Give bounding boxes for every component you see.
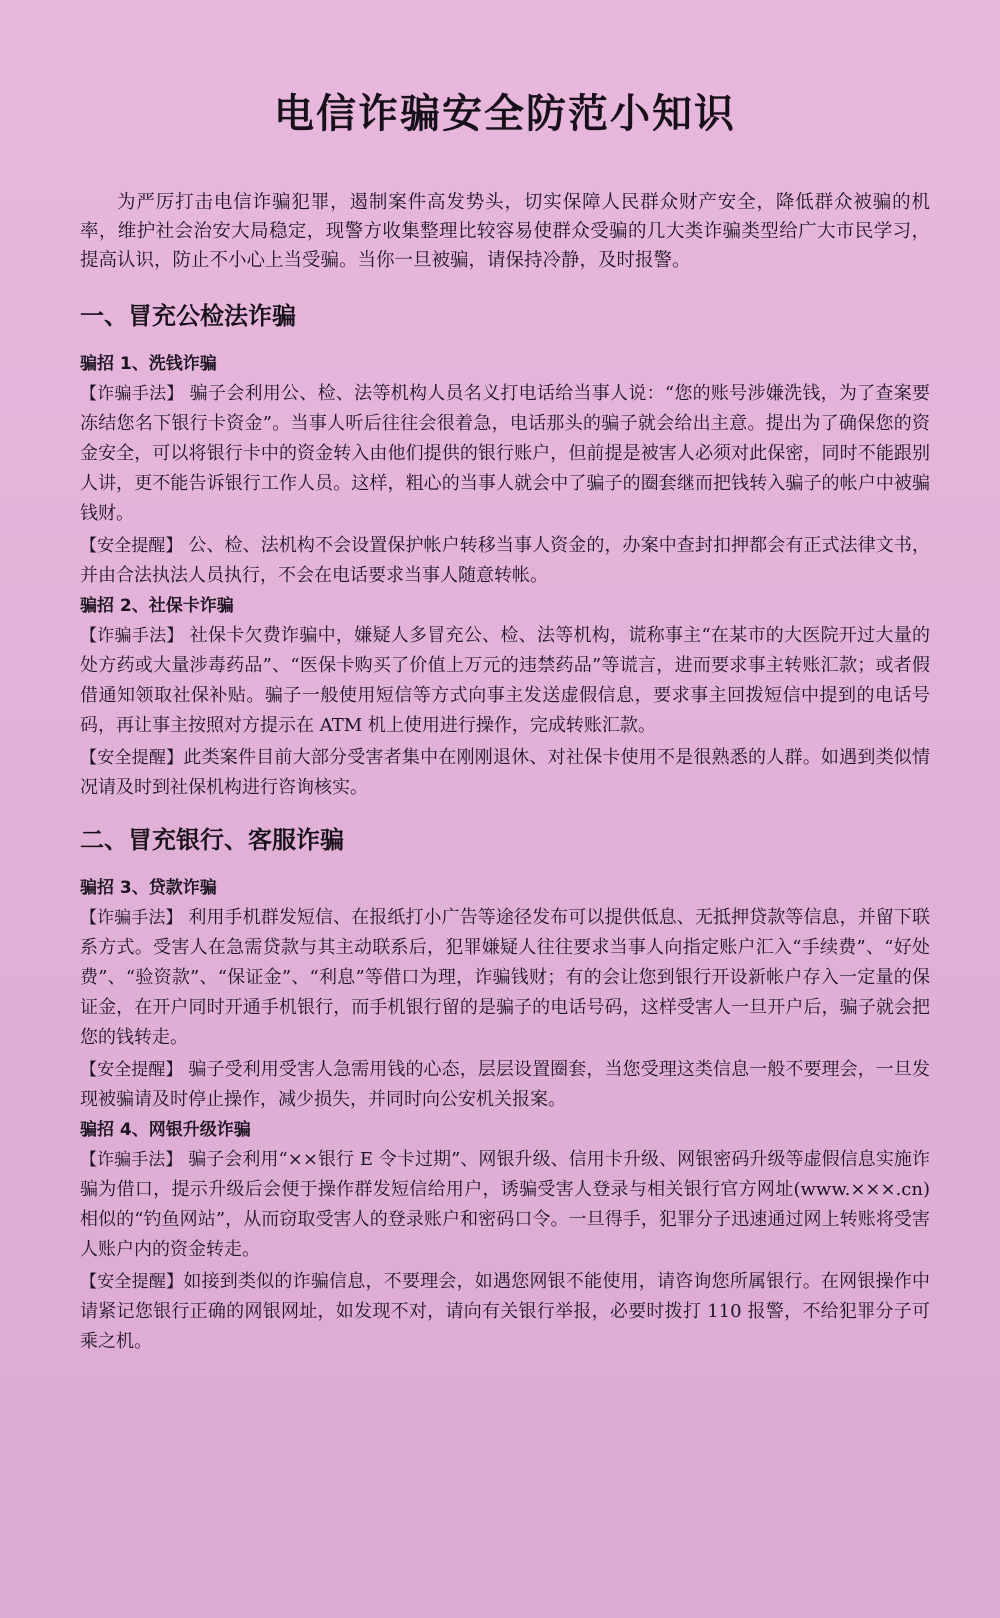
method-tag: 【诈骗手法】 bbox=[80, 384, 184, 404]
reminder-text: 公、检、法机构不会设置保护帐户转移当事人资金的，办案中查封扣押都会有正式法律文书，并由合法执法人员执行，不会在电话要求当事人随意转帐。 bbox=[80, 535, 930, 586]
section-heading-impersonate-police: 一、冒充公检法诈骗 bbox=[80, 302, 296, 330]
trick-title: 骗招 2、社保卡诈骗 bbox=[80, 596, 234, 616]
reminder-text: 骗子受利用受害人急需用钱的心态，层层设置圈套，当您受理这类信息一般不要理会，一旦发现被骗请及时停止操作，减少损失，并同时向公安机关报案。 bbox=[80, 1059, 930, 1110]
reminder-tag: 【安全提醒】 bbox=[80, 748, 184, 768]
trick-method bbox=[80, 379, 930, 529]
trick-reminder bbox=[80, 531, 930, 591]
section-divider bbox=[80, 805, 930, 823]
method-tag: 【诈骗手法】 bbox=[80, 626, 184, 646]
method-text: 利用手机群发短信、在报纸打小广告等途径发布可以提供低息、无抵押贷款等信息，并留下联系方式。受害人在急需贷款与其主动联系后，犯罪嫌疑人往往要求当事人向指定账户汇入“手续费”、“好处费”、“验资款”、“保证金”、“利息”等借口为理，诈骗钱财；有的会让您到银行开设新帐户存入一定量的保证金，在开户同时开通手机银行，而手机银行留的是骗子的电话号码，这样受害人一旦开户后，骗子就会把您的钱转走。 bbox=[80, 907, 930, 1048]
trick-method bbox=[80, 621, 930, 741]
method-text: 骗子会利用公、检、法等机构人员名义打电话给当事人说：“您的账号涉嫌洗钱，为了查案要冻结您名下银行卡资金”。当事人听后往往会很着急，电话那头的骗子就会给出主意。提出为了确保您的资金安全，可以将银行卡中的资金转入由他们提供的银行账户，但前提是被害人必须对此保密，同时不能跟别人讲，更不能告诉银行工作人员。这样，粗心的当事人就会中了骗子的圈套继而把钱转入骗子的帐户中被骗钱财。 bbox=[80, 383, 930, 524]
trick-reminder bbox=[80, 1267, 930, 1357]
page-title: 电信诈骗安全防范小知识 bbox=[274, 91, 736, 137]
trick-reminder bbox=[80, 743, 930, 803]
trick-money-laundering bbox=[80, 351, 930, 591]
reminder-text: 如接到类似的诈骗信息，不要理会，如遇您网银不能使用，请咨询您所属银行。在网银操作中请紧记您银行正确的网银网址，如发现不对，请向有关银行举报，必要时拨打 110 报警，不给犯罪分子可乘之机。 bbox=[80, 1271, 931, 1352]
reminder-tag: 【安全提醒】 bbox=[80, 536, 183, 556]
trick-social-security-card bbox=[80, 593, 930, 803]
trick-reminder bbox=[80, 1055, 930, 1115]
reminder-text: 此类案件目前大部分受害者集中在刚刚退休、对社保卡使用不是很熟悉的人群。如遇到类似情况请及时到社保机构进行咨询核实。 bbox=[80, 747, 931, 798]
section-heading-impersonate-bank: 二、冒充银行、客服诈骗 bbox=[80, 826, 344, 854]
method-tag: 【诈骗手法】 bbox=[80, 908, 183, 928]
trick-online-banking-upgrade bbox=[80, 1117, 930, 1357]
trick-title: 骗招 1、洗钱诈骗 bbox=[80, 354, 217, 374]
trick-title: 骗招 4、网银升级诈骗 bbox=[80, 1120, 251, 1140]
trick-method bbox=[80, 903, 930, 1053]
method-tag: 【诈骗手法】 bbox=[80, 1150, 183, 1170]
reminder-tag: 【安全提醒】 bbox=[80, 1272, 184, 1292]
intro-paragraph: 为严厉打击电信诈骗犯罪，遏制案件高发势头，切实保障人民群众财产安全，降低群众被骗的机率，维护社会治安大局稳定，现警方收集整理比较容易使群众受骗的几大类诈骗类型给广大市民学习，提高认识，防止不小心上当受骗。当你一旦被骗，请保持冷静，及时报警。 bbox=[80, 192, 930, 271]
method-text: 骗子会利用“××银行 E 令卡过期”、网银升级、信用卡升级、网银密码升级等虚假信息实施诈骗为借口，提示升级后会便于操作群发短信给用户，诱骗受害人登录与相关银行官方网址(www.×××.cn)相似的“钓鱼网站”，从而窃取受害人的登录账户和密码口令。一旦得手，犯罪分子迅速通过网上转账将受害人账户内的资金转走。 bbox=[80, 1149, 930, 1260]
method-text: 社保卡欠费诈骗中，嫌疑人多冒充公、检、法等机构，谎称事主“在某市的大医院开过大量的处方药或大量涉毒药品”、“医保卡购买了价值上万元的违禁药品”等谎言，进而要求事主转账汇款；或者假借通知领取社保补贴。骗子一般使用短信等方式向事主发送虚假信息，要求事主回拨短信中提到的电话号码，再让事主按照对方提示在 ATM 机上使用进行操作，完成转账汇款。 bbox=[80, 625, 930, 736]
trick-method bbox=[80, 1145, 930, 1265]
trick-loan bbox=[80, 875, 930, 1115]
reminder-tag: 【安全提醒】 bbox=[80, 1060, 183, 1080]
trick-title: 骗招 3、贷款诈骗 bbox=[80, 878, 217, 898]
